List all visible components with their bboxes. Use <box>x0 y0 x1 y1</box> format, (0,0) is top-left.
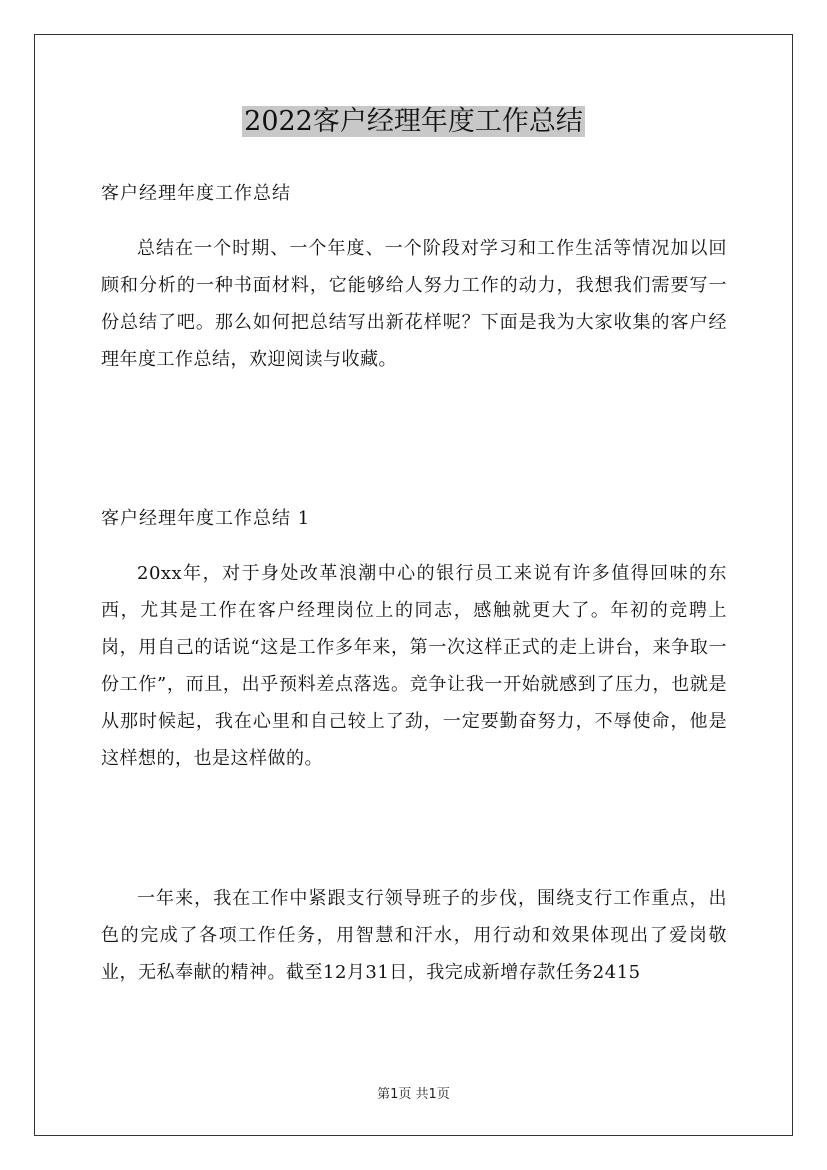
intro-paragraph: 总结在一个时期、一个年度、一个阶段对学习和工作生活等情况加以回顾和分析的一种书面材料，它能够给人努力工作的动力，我想我们需要写一份总结了吧。那么如何把总结写出新花样呢？下面是我为大家收集的客户经理年度工作总结，欢迎阅读与收藏。 <box>101 238 727 370</box>
document-subtitle: 客户经理年度工作总结 <box>101 183 291 204</box>
document-title-text: 2022客户经理年度工作总结 <box>244 106 583 137</box>
page-footer: 第1页 共1页 <box>377 1087 450 1102</box>
section-1-paragraph-2: 一年来，我在工作中紧跟支行领导班子的步伐，围绕支行工作重点，出色的完成了各项工作任务，用智慧和汗水，用行动和效果体现出了爱岗敬业，无私奉献的精神。截至12月31日，我完成新增存款任务2415 <box>101 888 727 983</box>
document-title <box>0 100 827 144</box>
section-1-heading: 客户经理年度工作总结 1 <box>101 508 311 529</box>
section-1-paragraph-1: 20xx年，对于身处改革浪潮中心的银行员工来说有许多值得回味的东西，尤其是工作在客户经理岗位上的同志，感触就更大了。年初的竞聘上岗，用自己的话说“这是工作多年来，第一次这样正式的走上讲台，来争取一份工作”，而且，出乎预料差点落选。竞争让我一开始就感到了压力，也就是从那时候起，我在心里和自己较上了劲，一定要勤奋努力，不辱使命，他是这样想的，也是这样做的。 <box>101 563 727 769</box>
